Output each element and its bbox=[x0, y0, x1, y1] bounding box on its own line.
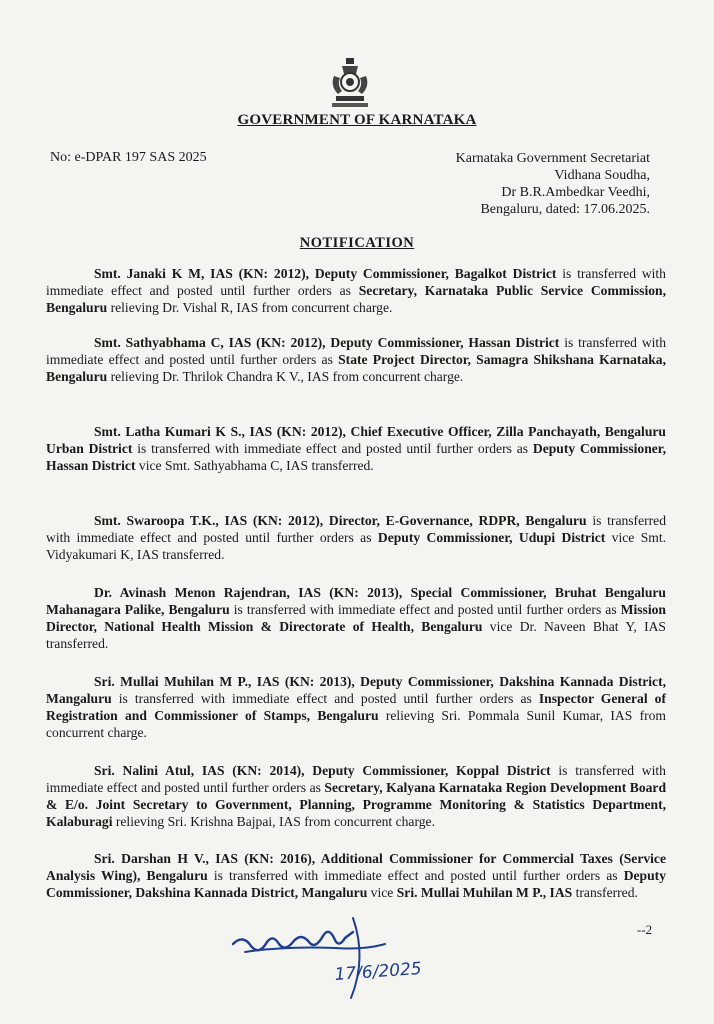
transfer-paragraph bbox=[46, 584, 666, 652]
text-segment: is transferred with immediate effect and posted until further orders as bbox=[111, 691, 539, 706]
text-segment: vice Smt. Sathyabhama C, IAS transferred. bbox=[135, 458, 374, 473]
address-line: Bengaluru, dated: 17.06.2025. bbox=[480, 202, 650, 217]
bold-text-segment: Dr. Avinash Menon Rajendran, IAS (KN: 2013), Special Commissioner, Bruhat Bengaluru Mahanagara Palike, Bengaluru bbox=[46, 585, 666, 617]
text-segment: is transferred with immediate effect and posted until further orders as bbox=[46, 513, 667, 545]
text-segment: is transferred with immediate effect and posted until further orders as bbox=[46, 266, 666, 298]
text-segment: is transferred with immediate effect and posted until further orders as bbox=[132, 441, 533, 456]
address-line: Dr B.R.Ambedkar Veedhi, bbox=[501, 185, 650, 200]
notification-title: NOTIFICATION bbox=[299, 235, 415, 251]
bold-text-segment: Sri. Nalini Atul, IAS (KN: 2014), Deputy Commissioner, Koppal District bbox=[94, 763, 551, 778]
government-title: GOVERNMENT OF KARNATAKA bbox=[237, 112, 477, 128]
text-segment: relieving Sri. Pommala Sunil Kumar, IAS from concurrent charge. bbox=[46, 708, 666, 740]
svg-text:17/6/2025: 17/6/2025 bbox=[333, 958, 423, 985]
transfer-paragraph bbox=[46, 850, 666, 901]
text-segment: is transferred with immediate effect and posted until further orders as bbox=[46, 335, 666, 367]
transfer-paragraph bbox=[46, 265, 666, 316]
bold-text-segment: Mission Director, National Health Mission & Directorate of Health, Bengaluru bbox=[46, 602, 666, 634]
transfer-paragraph bbox=[46, 334, 666, 385]
bold-text-segment: Smt. Sathyabhama C, IAS (KN: 2012), Deputy Commissioner, Hassan District bbox=[94, 335, 560, 350]
bold-text-segment: Sri. Mullai Muhilan M P., IAS bbox=[396, 885, 573, 900]
bold-text-segment: Secretary, Kalyana Karnataka Region Development Board & E/o. Joint Secretary to Government, Planning, Programme Monitoring & Statistics Department, Kalaburagi bbox=[46, 780, 667, 829]
text-segment: relieving Dr. Vishal R, IAS from concurrent charge. bbox=[107, 300, 393, 315]
text-segment: relieving Sri. Krishna Bajpai, IAS from concurrent charge. bbox=[112, 814, 435, 829]
transfer-paragraph bbox=[46, 762, 666, 830]
transfer-paragraph bbox=[46, 673, 666, 741]
bold-text-segment: Secretary, Karnataka Public Service Commission, Bengaluru bbox=[46, 283, 667, 315]
address-line: Vidhana Soudha, bbox=[554, 168, 650, 183]
text-segment: vice Smt. Vidyakumari K, IAS transferred. bbox=[46, 530, 667, 562]
address-block bbox=[400, 150, 650, 218]
reference-number: No: e-DPAR 197 SAS 2025 bbox=[50, 150, 207, 165]
text-segment: is transferred with immediate effect and posted until further orders as bbox=[207, 868, 624, 883]
bold-text-segment: Sri. Mullai Muhilan M P., IAS (KN: 2013), Deputy Commissioner, Dakshina Kannada District, Mangaluru bbox=[46, 674, 666, 706]
text-segment: is transferred with immediate effect and posted until further orders as bbox=[46, 763, 666, 795]
bold-text-segment: Deputy Commissioner, Dakshina Kannada District, Mangaluru bbox=[46, 868, 666, 900]
transfer-paragraph bbox=[46, 512, 666, 563]
bold-text-segment: Deputy Commissioner, Hassan District bbox=[46, 441, 666, 473]
text-segment: transferred. bbox=[572, 885, 638, 900]
page-marker: --2 bbox=[637, 922, 653, 937]
bold-text-segment: Deputy Commissioner, Udupi District bbox=[377, 530, 606, 545]
bold-text-segment: State Project Director, Samagra Shikshana Karnataka, Bengaluru bbox=[46, 352, 666, 384]
bold-text-segment: Inspector General of Registration and Commissioner of Stamps, Bengaluru bbox=[46, 691, 666, 723]
address-line: Karnataka Government Secretariat bbox=[455, 151, 650, 166]
bold-text-segment: Smt. Swaroopa T.K., IAS (KN: 2012), Director, E-Governance, RDPR, Bengaluru bbox=[94, 513, 587, 528]
bold-text-segment: Smt. Latha Kumari K S., IAS (KN: 2012), Chief Executive Officer, Zilla Panchayath, Bengaluru Urban District bbox=[46, 424, 666, 456]
text-segment: vice bbox=[367, 885, 397, 900]
text-segment: vice Dr. Naveen Bhat Y, IAS transferred. bbox=[46, 619, 666, 651]
state-emblem-icon bbox=[328, 56, 372, 110]
handwritten-signature bbox=[225, 912, 455, 1012]
text-segment: relieving Dr. Thrilok Chandra K V., IAS from concurrent charge. bbox=[107, 369, 464, 384]
text-segment: is transferred with immediate effect and posted until further orders as bbox=[229, 602, 621, 617]
bold-text-segment: Smt. Janaki K M, IAS (KN: 2012), Deputy Commissioner, Bagalkot District bbox=[94, 266, 557, 281]
bold-text-segment: Sri. Darshan H V., IAS (KN: 2016), Additional Commissioner for Commercial Taxes (Service Analysis Wing), Bengaluru bbox=[46, 851, 666, 883]
transfer-paragraph bbox=[46, 423, 666, 474]
